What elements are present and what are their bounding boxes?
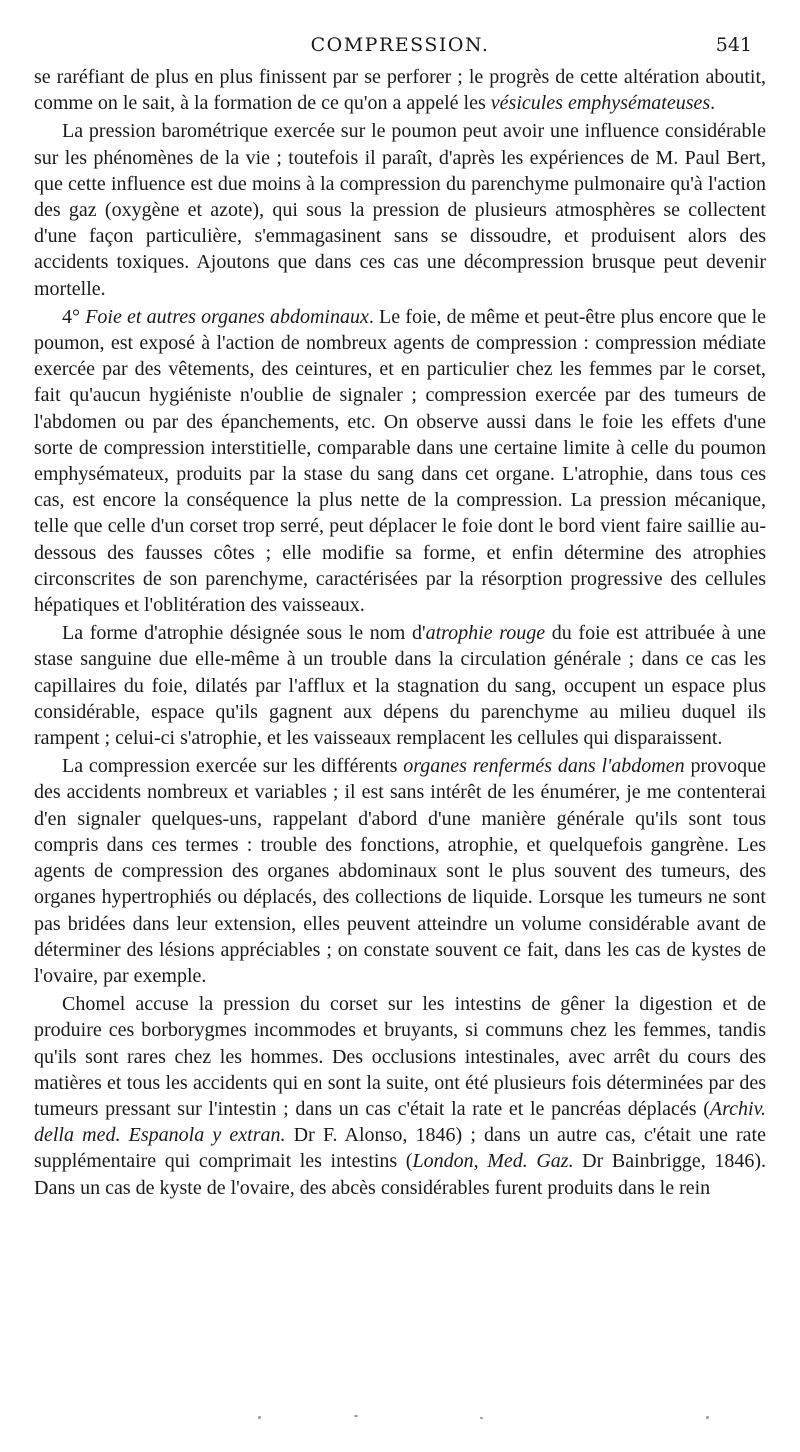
print-speck — [706, 1416, 709, 1419]
print-speck — [258, 1416, 261, 1419]
text-run: provoque des accidents nombreux et variables ; il est sans intérêt de les énumérer, je me contenterai d'en signaler quelques-uns, rappelant d'abord d'une manière générale qu'ils sont tous compris dans ces termes : trouble des fonctions, atrophie, et quelquefois gangrène. Les agents de compression des organes abdominaux sont le plus souvent des tumeurs, des organes hypertrophiés ou déplacés, des collections de liquide. Lorsque les tumeurs ne sont pas bridées dans leur extension, elles peuvent atteindre un volume considérable avant de déterminer des lésions appréciables ; on constate souvent ce fait, dans les cas de kystes de l'ovaire, par exemple. — [34, 755, 766, 987]
text-run: La compression exercée sur les différents — [62, 755, 404, 778]
paragraph — [34, 991, 766, 1201]
italic-run: Foie et autres organes abdominaux — [85, 305, 369, 328]
running-title: COMPRESSION. — [310, 34, 490, 56]
body-text — [34, 64, 766, 1201]
text-run: 4° — [62, 305, 86, 328]
text-run: du foie est attribuée à une stase sanguine due elle-même à un trouble dans la circulation générale ; dans ce cas les capillaires du foie, dilatés par l'afflux et la stagnation du sang, occupent un espace plus considérable, espace qu'ils gagnent aux dépens du parenchyme au milieu duquel ils rampent ; celui-ci s'atrophie, et les vaisseaux remplacent les cellules qui disparaissent. — [34, 622, 766, 750]
paragraph — [34, 64, 766, 116]
italic-run: vésicules emphysémateuses — [490, 92, 711, 115]
paragraph — [34, 620, 766, 751]
print-speck — [354, 1415, 358, 1417]
text-run: . — [710, 92, 716, 115]
paragraph — [34, 753, 766, 989]
italic-run: organes renfermés dans l'abdomen — [403, 755, 685, 778]
italic-run: London, Med. Gaz. — [412, 1150, 574, 1173]
print-speck — [480, 1417, 483, 1419]
text-run: Dr F. Alonso, 1846) ; dans un autre cas, c'était une rate supplémentaire qui comprimait les intestins ( — [34, 1124, 766, 1173]
running-head — [0, 32, 800, 58]
text-run: se raréfiant de plus en plus finissent par se perforer ; le progrès de cette altération aboutit, comme on le sait, à la formation de ce qu'on a appelé les — [34, 66, 766, 115]
page-number: 541 — [715, 34, 752, 56]
paragraph — [34, 304, 766, 618]
text-run: . Le foie, de même et peut-être plus encore que le poumon, est exposé à l'action de nombreux agents de compression : compression médiate exercée par des vêtements, des ceintures, et en particulier chez les femmes par le corset, fait qu'aucun hygiéniste n'oublie de signaler ; compression exercée par des tumeurs de l'abdomen ou par des épanchements, etc. On observe aussi dans le foie les effets d'une sorte de compression interstitielle, comparable dans une certaine limite à celle du poumon emphysémateux, produits par la stase du sang dans cet organe. L'atrophie, dans tous ces cas, est encore la conséquence la plus nette de la compression. La pression mécanique, telle que celle d'un corset trop serré, peut déplacer le foie dont le bord vient faire saillie au-dessous des fausses côtes ; elle modifie sa forme, et enfin détermine des atrophies circonscrites de son parenchyme, caractérisées par la résorption progressive des cellules hépatiques et l'oblitération des vaisseaux. — [34, 305, 767, 617]
text-run: Chomel accuse la pression du corset sur les intestins de gêner la digestion et de produire ces borborygmes incommodes et bruyants, si communs chez les femmes, tandis qu'ils sont rares chez les hommes. Des occlusions intestinales, avec arrêt du cours des matières et tous les accidents qui en sont la suite, ont été plusieurs fois déterminées par des tumeurs pressant sur l'intestin ; dans un cas c'était la rate et le pancréas déplacés ( — [34, 993, 766, 1120]
paragraph — [34, 118, 766, 301]
text-run: La forme d'atrophie désignée sous le nom d' — [62, 622, 426, 645]
text-run: La pression barométrique exercée sur le poumon peut avoir une influence considérable sur les phénomènes de la vie ; toutefois il paraît, d'après les expériences de M. Paul Bert, que cette influence est due moins à la compression du parenchyme pulmonaire qu'à l'action des gaz (oxygène et azote), qui sous la pression de plusieurs atmosphères se collectent d'une façon particulière, s'emmagasinent sans se dissoudre, et produisent alors des accidents toxiques. Ajoutons que dans ces cas une décompression brusque peut devenir mortelle. — [34, 120, 766, 300]
text-run: Dr Bainbrigge, 1846). Dans un cas de kyste de l'ovaire, des abcès considérables furent produits dans le rein — [34, 1150, 767, 1199]
italic-run: atrophie rouge — [425, 622, 546, 645]
italic-run: Archiv. della med. Espanola y extran. — [34, 1097, 766, 1147]
